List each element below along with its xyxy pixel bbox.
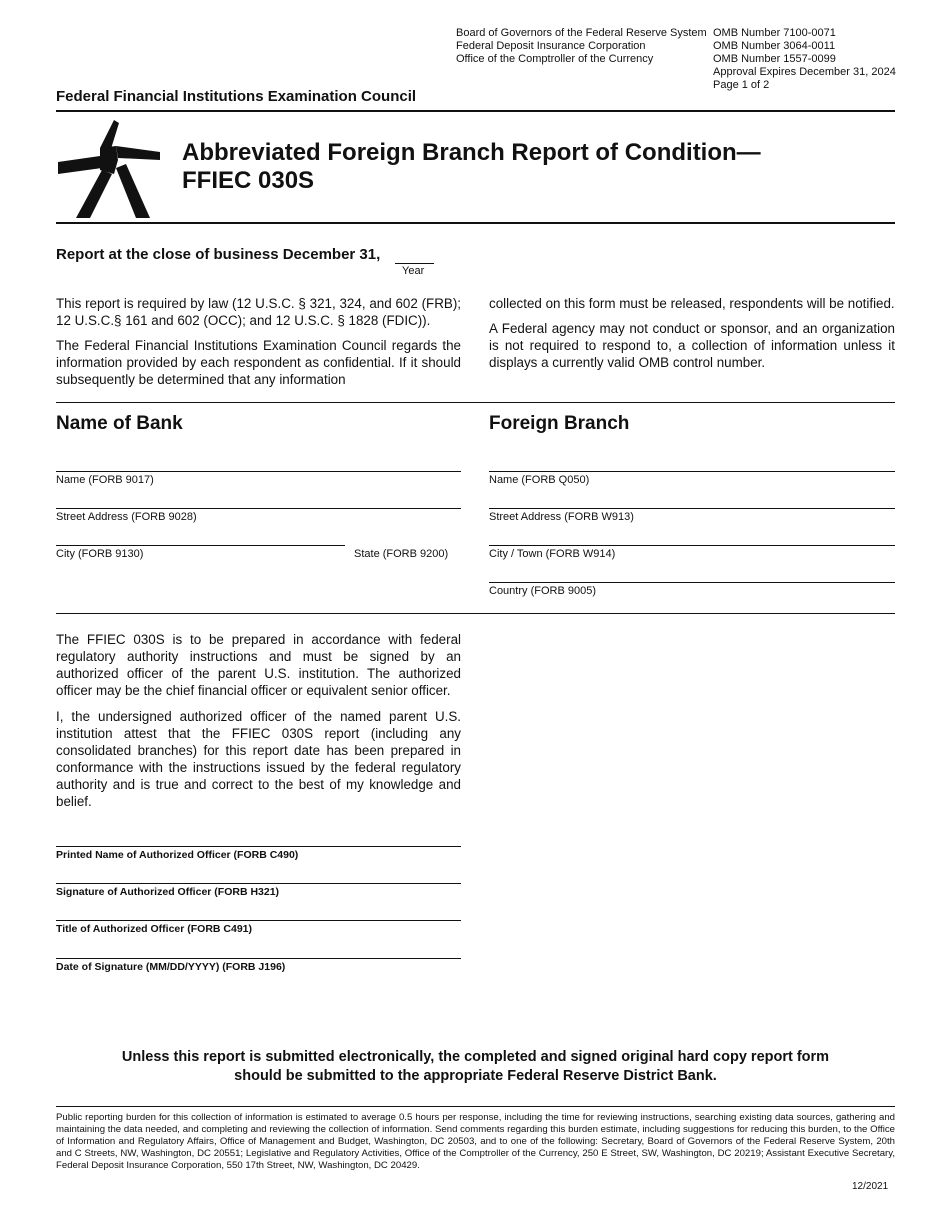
logo-arm-bottom-left: [76, 170, 112, 218]
ffiec-logo-icon: [56, 118, 164, 220]
report-title-line1: Abbreviated Foreign Branch Report of Condition—: [182, 139, 761, 166]
signature-label: Signature of Authorized Officer (FORB H321): [56, 886, 280, 898]
release-notice-text: collected on this form must be released, respondents will be notified.: [489, 296, 895, 311]
omb-number-fdic: OMB Number 3064-0011: [713, 40, 836, 52]
burden-statement: Public reporting burden for this collection of information is estimated to average 0.5 hours per response, including the time for reviewing instructions, searching existing data sources, gathering and maintaining the data needed, and completing and reviewing the collection of information. Send comments regarding this burden estimate, including suggestions for reducing this burden, to the Office of Information and Regulatory Affairs, Office of Management and Budget, Washington, DC 20503, and to one of the following: Secretary, Board of Governors of the Federal Reserve System, 20th and C Streets, NW, Washington, DC 20551; Legislative and Regulatory Activities, Office of the Comptroller of the Currency, 250 E Street, SW, Washington, DC 20219; Assistant Executive Secretary, Federal Deposit Insurance Corporation, 550 17th Street, NW, Washington, DC 20429.: [56, 1112, 895, 1171]
agency-fdic: Federal Deposit Insurance Corporation: [456, 40, 646, 52]
address-rule: [56, 613, 895, 614]
confidentiality-text: The Federal Financial Institutions Examination Council regards the information provided by each respondent as confidential. If it should subsequently be determined that any information: [56, 338, 461, 387]
logo-arm-right: [116, 146, 160, 160]
attestation-statement: I, the undersigned authorized officer of the named parent U.S. institution attest that the FFIEC 030S report (including any consolidated branches) for this report date has been prepared in conformance with the instructions issued by the federal regulatory authority and is true and correct to the best of my knowledge and belief.: [56, 709, 461, 809]
bank-name-field[interactable]: [56, 471, 461, 472]
printed-name-field[interactable]: [56, 846, 461, 847]
omb-number-frb: OMB Number 7100-0071: [713, 27, 836, 39]
signature-date-field[interactable]: [56, 958, 461, 959]
approval-expiry: Approval Expires December 31, 2024: [713, 66, 896, 78]
preparation-instructions: The FFIEC 030S is to be prepared in accordance with federal regulatory authority instructions and must be signed by an authorized officer of the parent U.S. institution. The authorized officer may be the chief financial officer or equivalent senior officer.: [56, 632, 461, 698]
branch-street-label: Street Address (FORB W913): [489, 511, 634, 523]
legal-authority-text: This report is required by law (12 U.S.C. § 321, 324, and 602 (FRB); 12 U.S.C.§ 161 and 602 (OCC); and 12 U.S.C. § 1828 (FDIC)).: [56, 296, 461, 328]
report-date-label: Report at the close of business December 31,: [56, 246, 381, 263]
branch-city-field[interactable]: [489, 545, 895, 546]
report-title: [182, 139, 761, 195]
branch-city-label: City / Town (FORB W914): [489, 548, 616, 560]
signature-date-label: Date of Signature (MM/DD/YYYY) (FORB J196): [56, 961, 286, 973]
printed-name-label: Printed Name of Authorized Officer (FORB C490): [56, 849, 299, 861]
attestation-section: [56, 631, 461, 810]
year-label: Year: [402, 265, 425, 277]
bank-state-label: State (FORB 9200): [354, 548, 449, 560]
logo-core: [100, 146, 118, 174]
branch-name-label: Name (FORB Q050): [489, 474, 590, 486]
omb-info: [713, 27, 896, 92]
council-name: Federal Financial Institutions Examination Council: [56, 88, 417, 105]
intro-left-column: [56, 295, 461, 388]
officer-title-label: Title of Authorized Officer (FORB C491): [56, 923, 253, 935]
omb-control-text: A Federal agency may not conduct or sponsor, and an organization is not required to respond to, a collection of information unless it displays a currently valid OMB control number.: [489, 321, 895, 370]
agency-list: [456, 27, 707, 66]
bank-street-field[interactable]: [56, 508, 461, 509]
branch-country-label: Country (FORB 9005): [489, 585, 596, 597]
bank-city-field[interactable]: [56, 545, 345, 546]
branch-street-field[interactable]: [489, 508, 895, 509]
agency-occ: Office of the Comptroller of the Currency: [456, 53, 654, 65]
form-revision-date: 12/2021: [852, 1181, 889, 1192]
submission-notice: [56, 1048, 895, 1086]
officer-title-field[interactable]: [56, 920, 461, 921]
logo-arm-left: [58, 156, 102, 174]
submission-notice-line2: should be submitted to the appropriate Federal Reserve District Bank.: [234, 1068, 717, 1084]
branch-country-field[interactable]: [489, 582, 895, 583]
bank-heading: Name of Bank: [56, 413, 183, 434]
report-title-line2: FFIEC 030S: [182, 167, 315, 194]
year-field[interactable]: [395, 263, 434, 264]
page-number: Page 1 of 2: [713, 79, 770, 91]
submission-notice-line1: Unless this report is submitted electronically, the completed and signed original hard copy report form: [121, 1049, 830, 1065]
logo-arm-bottom-right: [116, 164, 150, 218]
burden-rule: [56, 1106, 895, 1107]
branch-heading: Foreign Branch: [489, 413, 630, 434]
intro-right-column: [489, 295, 895, 371]
intro-rule: [56, 402, 895, 403]
bank-name-label: Name (FORB 9017): [56, 474, 154, 486]
header-rule: [56, 110, 895, 112]
omb-number-occ: OMB Number 1557-0099: [713, 53, 836, 65]
title-rule: [56, 222, 895, 224]
bank-street-label: Street Address (FORB 9028): [56, 511, 197, 523]
signature-field[interactable]: [56, 883, 461, 884]
bank-city-label: City (FORB 9130): [56, 548, 144, 560]
agency-frb: Board of Governors of the Federal Reserve System: [456, 27, 707, 39]
branch-name-field[interactable]: [489, 471, 895, 472]
